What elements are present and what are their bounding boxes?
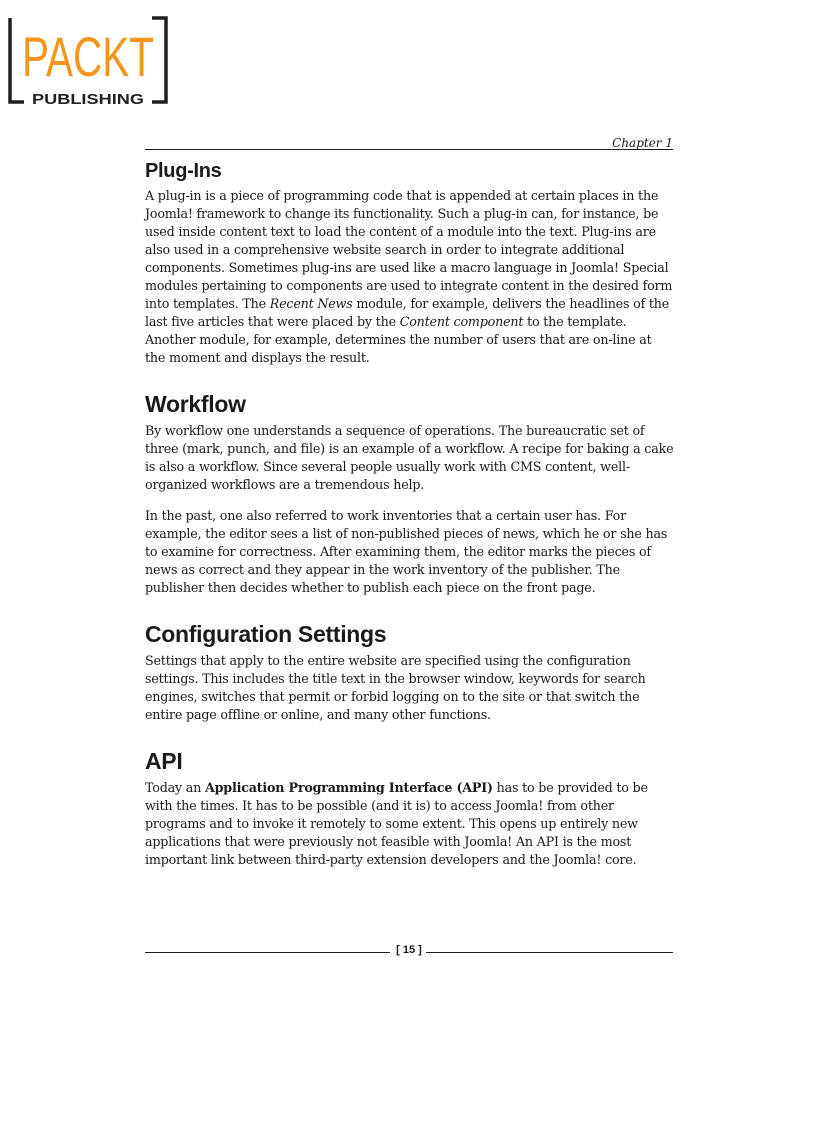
paragraph xyxy=(145,187,675,367)
packt-publishing-logo xyxy=(8,14,170,106)
page-content xyxy=(145,160,675,893)
section-title-configuration-settings: Configuration Settings xyxy=(145,621,387,647)
paragraph: Settings that apply to the entire website are specified using the configuration settings. This includes the title text in the browser window, keywords for search engines, switches that permit or forbid logging on to the site or that switch the entire page offline or online, and many other functions. xyxy=(145,653,646,722)
text-run: module, for example, delivers the headlines of the last five articles that were placed by the xyxy=(145,296,670,329)
section-configuration-settings xyxy=(145,621,675,724)
footer-rule-right xyxy=(426,952,673,953)
logo-bracket-right xyxy=(152,18,166,102)
section-plug-ins xyxy=(145,160,675,367)
header-rule xyxy=(145,149,673,150)
section-title-workflow: Workflow xyxy=(145,391,246,417)
text-run: Today an xyxy=(145,780,205,795)
italic-term: Recent News xyxy=(269,296,353,311)
logo-wordmark: PACKT xyxy=(22,25,154,88)
paragraph: In the past, one also referred to work inventories that a certain user has. For example, the editor sees a list of non-published pieces of news, which he or she has to examine for correctness. After examining them, the editor marks the pieces of news as correct and they appear in the work inventory of the publisher. The publisher then decides whether to publish each piece on the front page. xyxy=(145,508,668,595)
section-title-api: API xyxy=(145,748,183,774)
paragraph xyxy=(145,779,675,869)
footer-rule-left xyxy=(145,952,390,953)
section-title-plug-ins: Plug-Ins xyxy=(145,160,222,182)
text-run: has to be provided to be with the times. It has to be possible (and it is) to access Joomla! from other programs and to invoke it remotely to some extent. This opens up entirely new applications that were previously not feasible with Joomla! An API is the most important link between third-party extension developers and the Joomla! core. xyxy=(145,780,648,867)
logo-subtext: PUBLISHING xyxy=(32,91,144,108)
chapter-label: Chapter 1 xyxy=(612,136,673,150)
page-number: [ 15 ] xyxy=(396,944,422,956)
text-run: A plug-in is a piece of programming code that is appended at certain places in the Joomla! framework to change its functionality. Such a plug-in can, for instance, be used inside content text to load the content of a module into the text. Plug-ins are also used in a comprehensive website search in order to integrate additional components. Sometimes plug-ins are used like a macro language in Joomla! Special modules pertaining to components are used to integrate content in the desired form into templates. The xyxy=(145,188,673,311)
paragraph: By workflow one understands a sequence of operations. The bureaucratic set of three (mark, punch, and file) is an example of a workflow. A recipe for baking a cake is also a workflow. Since several people usually work with CMS content, well-organized workflows are a tremendous help. xyxy=(145,423,674,492)
text-run: to the template. Another module, for example, determines the number of users that are on-line at the moment and displays the result. xyxy=(145,314,652,365)
section-api xyxy=(145,748,675,869)
bold-term: Application Programming Interface (API) xyxy=(204,780,493,795)
italic-term: Content component xyxy=(399,314,524,329)
page-footer xyxy=(145,944,673,962)
section-workflow xyxy=(145,391,675,597)
